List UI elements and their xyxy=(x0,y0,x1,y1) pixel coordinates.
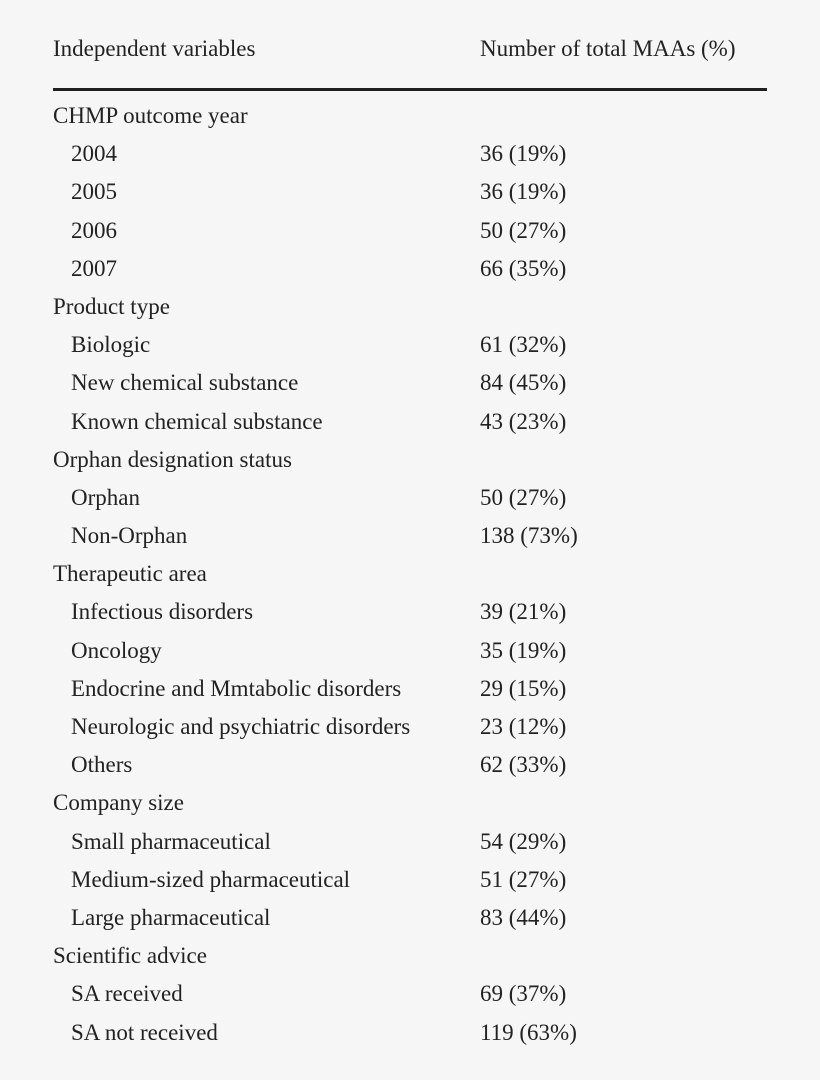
table-row xyxy=(53,632,767,670)
row-value: 43 (23%) xyxy=(480,408,567,434)
table-row xyxy=(53,135,767,173)
row-label: Others xyxy=(71,752,133,778)
row-label: Biologic xyxy=(71,332,151,358)
table-row xyxy=(53,670,767,708)
row-label: Infectious disorders xyxy=(71,599,254,625)
group-label: Company size xyxy=(53,790,184,816)
table-group-row xyxy=(53,97,767,135)
table-row xyxy=(53,823,767,861)
table-row xyxy=(53,593,767,631)
table-row xyxy=(53,746,767,784)
row-label: 2005 xyxy=(71,179,117,205)
row-value: 83 (44%) xyxy=(480,904,567,930)
table-group-row xyxy=(53,937,767,975)
table-row xyxy=(53,479,767,517)
row-value: 54 (29%) xyxy=(480,828,567,854)
row-value: 84 (45%) xyxy=(480,370,567,396)
row-value: 36 (19%) xyxy=(480,141,567,167)
table-body xyxy=(53,91,767,1052)
table-row xyxy=(53,403,767,441)
header-independent-variables: Independent variables xyxy=(53,36,256,61)
table-row xyxy=(53,326,767,364)
row-label: SA not received xyxy=(71,1019,218,1045)
row-value: 61 (32%) xyxy=(480,332,567,358)
group-label: Product type xyxy=(53,293,170,319)
table-row xyxy=(53,708,767,746)
row-value: 29 (15%) xyxy=(480,675,567,701)
table-row xyxy=(53,364,767,402)
row-label: Medium-sized pharmaceutical xyxy=(71,866,351,892)
row-value: 119 (63%) xyxy=(480,1019,577,1045)
header-number-of-maas: Number of total MAAs (%) xyxy=(480,36,736,61)
table-group-row xyxy=(53,784,767,822)
row-label: Neurologic and psychiatric disorders xyxy=(71,714,411,739)
row-label: Known chemical substance xyxy=(71,408,323,434)
row-label: SA received xyxy=(71,981,183,1007)
row-value: 62 (33%) xyxy=(480,752,567,778)
row-label: New chemical substance xyxy=(71,370,299,396)
row-value: 35 (19%) xyxy=(480,637,567,663)
table-header xyxy=(53,32,767,91)
row-value: 39 (21%) xyxy=(480,599,567,625)
row-label: Orphan xyxy=(71,484,140,510)
table-row xyxy=(53,173,767,211)
row-label: Small pharmaceutical xyxy=(71,828,271,854)
table-group-row xyxy=(53,555,767,593)
row-value: 69 (37%) xyxy=(480,981,567,1007)
table-row xyxy=(53,517,767,555)
group-label: Orphan designation status xyxy=(53,446,292,472)
row-value: 66 (35%) xyxy=(480,255,567,281)
group-label: Therapeutic area xyxy=(53,561,207,587)
table-row xyxy=(53,1014,767,1052)
row-label: Non-Orphan xyxy=(71,523,188,549)
row-label: Endocrine and Mmtabolic disorders xyxy=(71,675,402,701)
row-label: 2007 xyxy=(71,255,117,281)
group-label: CHMP outcome year xyxy=(53,103,248,128)
row-value: 23 (12%) xyxy=(480,714,567,739)
data-table xyxy=(53,32,767,1052)
row-label: Large pharmaceutical xyxy=(71,904,271,930)
table-row xyxy=(53,250,767,288)
row-value: 36 (19%) xyxy=(480,179,567,205)
row-label: 2006 xyxy=(71,217,117,243)
table-group-row xyxy=(53,441,767,479)
row-value: 50 (27%) xyxy=(480,484,567,510)
table-row xyxy=(53,212,767,250)
row-value: 138 (73%) xyxy=(480,523,578,549)
table-group-row xyxy=(53,288,767,326)
group-label: Scientific advice xyxy=(53,943,207,969)
row-label: 2004 xyxy=(71,141,117,167)
table-row xyxy=(53,861,767,899)
table-row xyxy=(53,899,767,937)
row-value: 51 (27%) xyxy=(480,866,567,892)
table-row xyxy=(53,975,767,1013)
row-label: Oncology xyxy=(71,637,162,663)
row-value: 50 (27%) xyxy=(480,217,567,243)
